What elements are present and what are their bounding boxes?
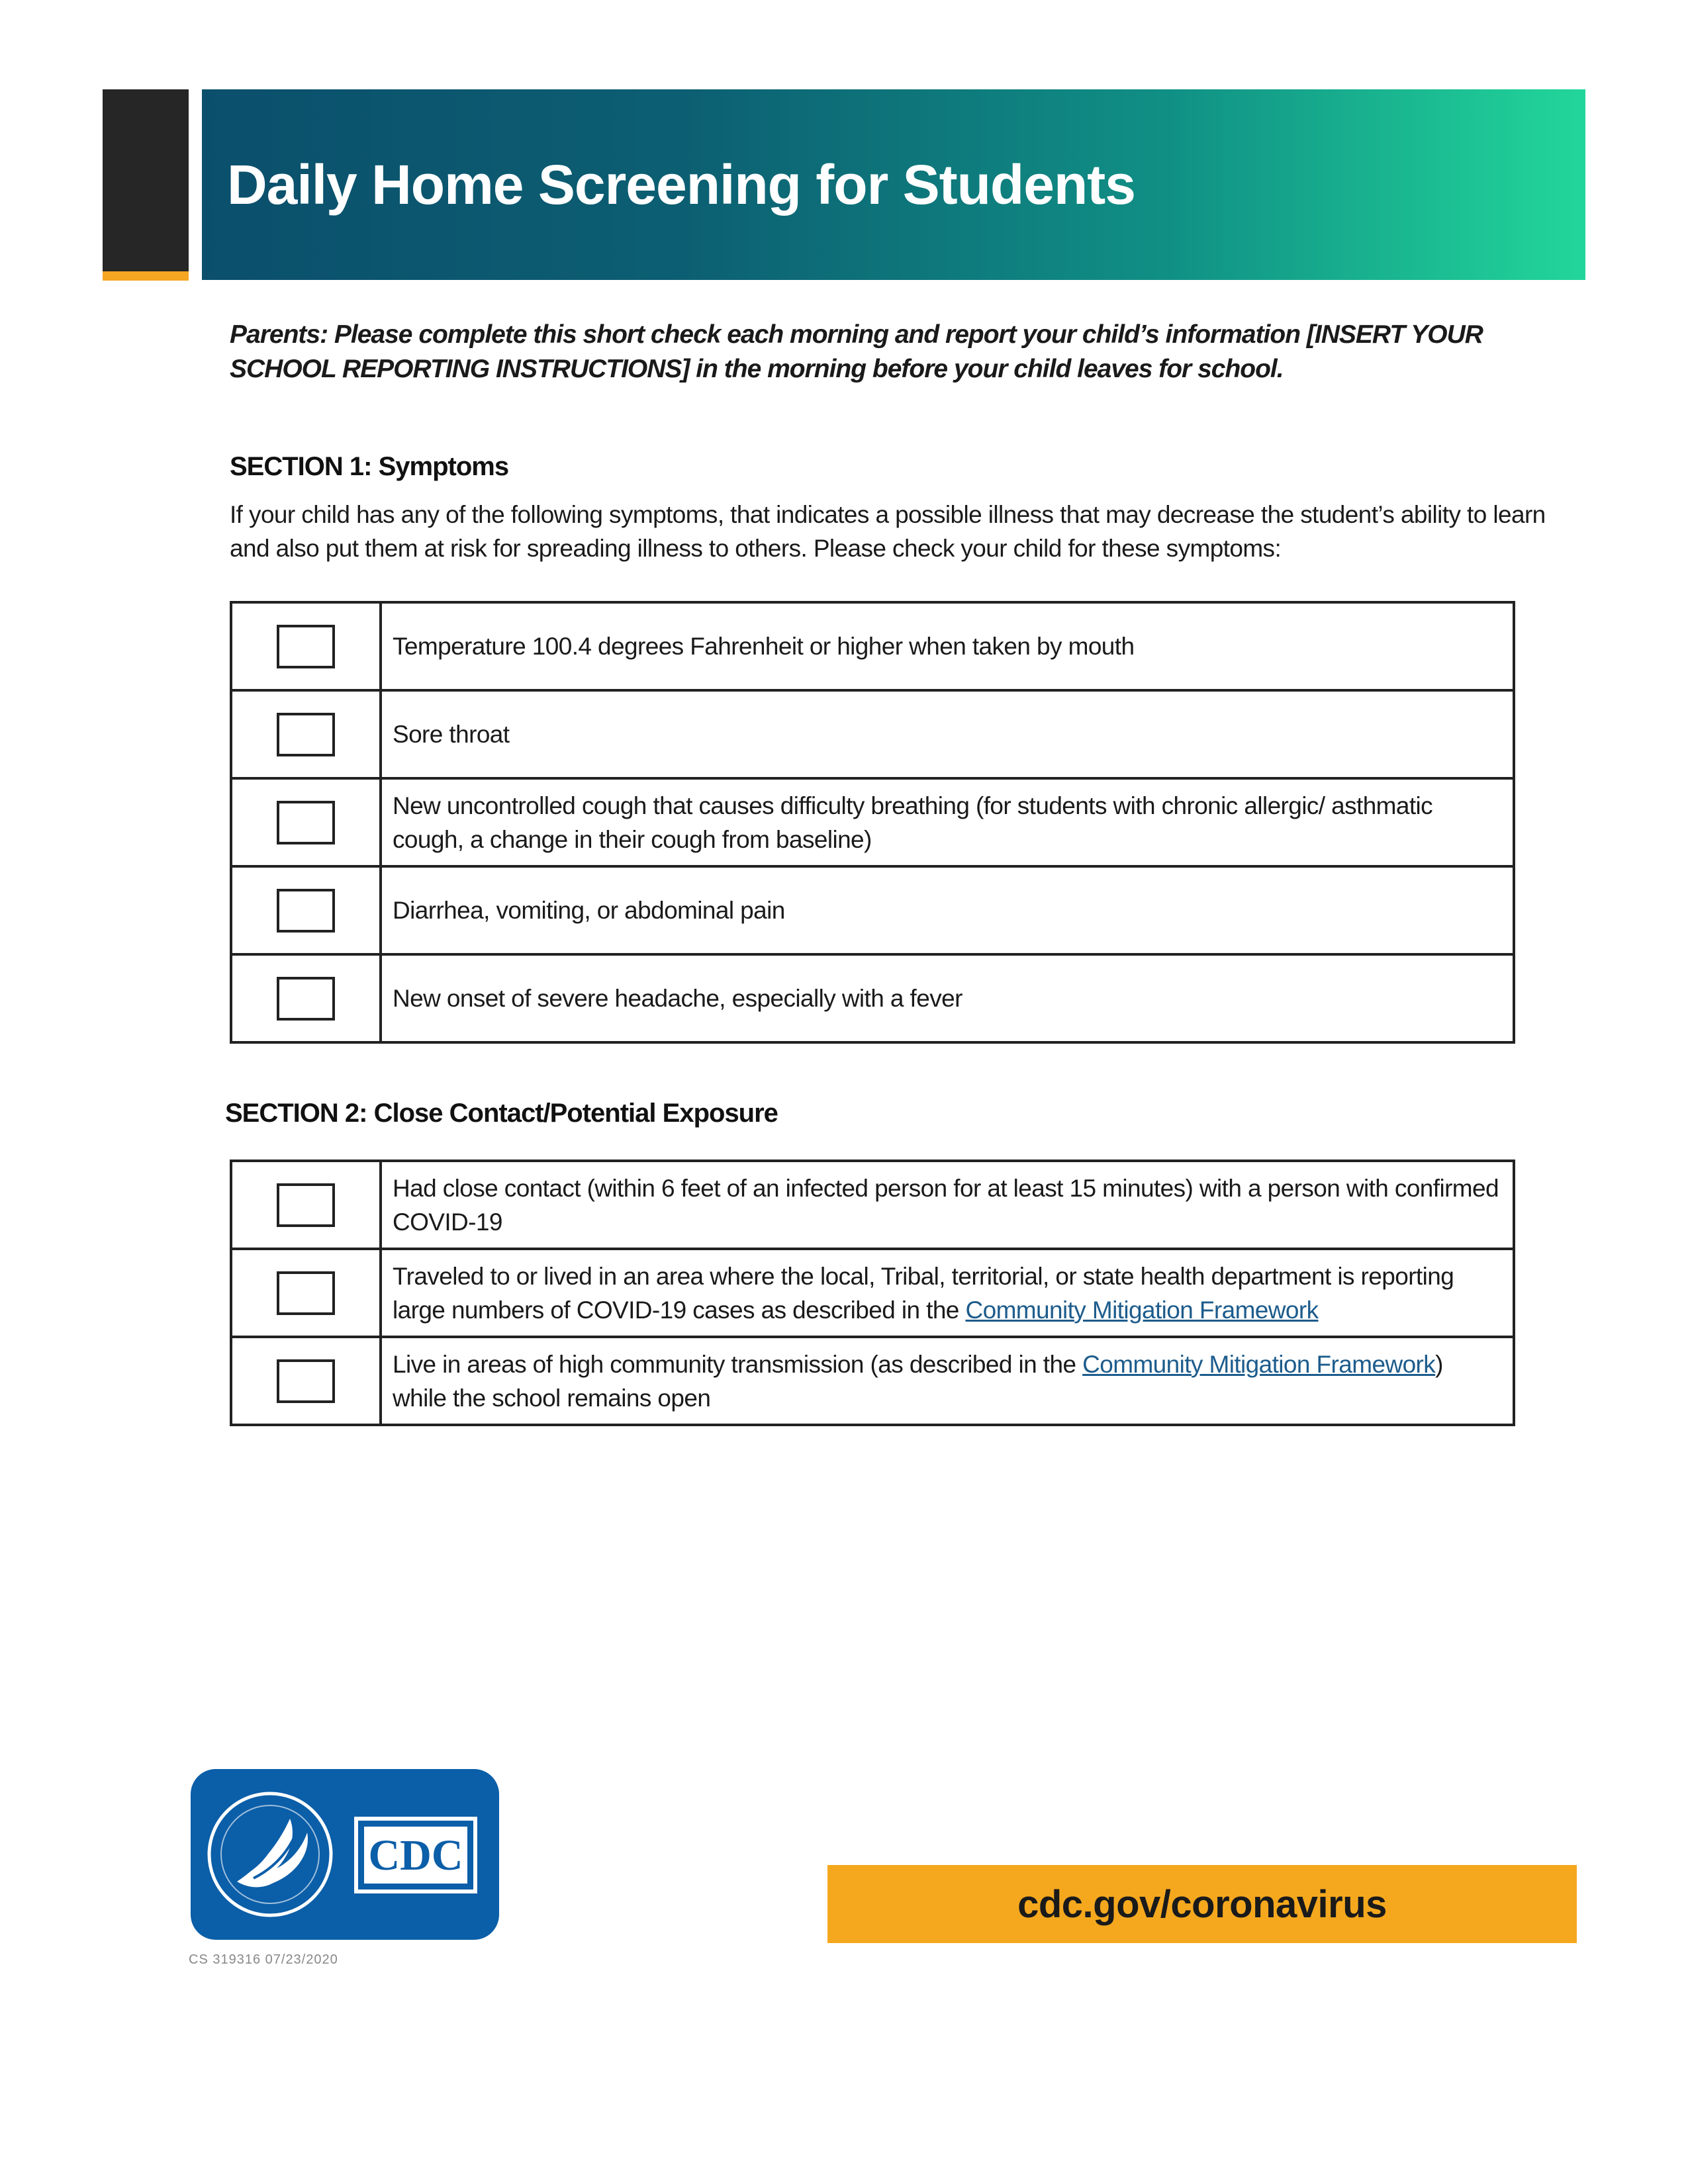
symptom-row — [231, 866, 1514, 954]
hhs-eagle-icon — [191, 1769, 499, 1940]
exposure-label — [381, 1249, 1514, 1337]
page-title: Daily Home Screening for Students — [227, 153, 1135, 216]
header-banner — [202, 89, 1585, 280]
cdc-logo-text: CDC — [368, 1831, 463, 1880]
symptom-checkbox[interactable] — [277, 889, 335, 933]
symptom-label: New uncontrolled cough that causes difficulty breathing (for students with chronic allergic/ asthmatic cough, a change in their cough from baseline) — [381, 778, 1514, 866]
exposure-row — [231, 1161, 1514, 1249]
exposure-label-text: Traveled to or lived in an area where the local, Tribal, territorial, or state health department is reporting large numbers of COVID-19 cases as described in the — [393, 1262, 1454, 1324]
section2-heading: SECTION 2: Close Contact/Potential Exposure — [225, 1099, 778, 1128]
symptom-checkbox[interactable] — [277, 625, 335, 668]
symptom-row — [231, 602, 1514, 690]
parent-instructions: Parents: Please complete this short check each morning and report your child’s information [INSERT YOUR SCHOOL REPORTING INSTRUCTIONS] in the morning before your child leaves for school. — [230, 320, 1483, 383]
exposure-checkbox[interactable] — [277, 1183, 335, 1227]
symptom-label: New onset of severe headache, especially with a fever — [381, 954, 1514, 1042]
symptom-label: Temperature 100.4 degrees Fahrenheit or higher when taken by mouth — [381, 602, 1514, 690]
community-mitigation-link[interactable]: Community Mitigation Framework — [965, 1296, 1319, 1324]
symptom-label: Sore throat — [381, 690, 1514, 778]
symptom-checkbox[interactable] — [277, 713, 335, 756]
exposure-label-text: Live in areas of high community transmission (as described in the — [393, 1350, 1083, 1378]
exposure-checkbox[interactable] — [277, 1359, 335, 1403]
symptom-row — [231, 778, 1514, 866]
exposure-table — [230, 1160, 1515, 1426]
cdc-url[interactable]: cdc.gov/coronavirus — [1017, 1882, 1387, 1926]
exposure-label: Had close contact (within 6 feet of an infected person for at least 15 minutes) with a person with confirmed COVID-19 — [381, 1161, 1514, 1249]
header-side-bar — [103, 89, 189, 278]
symptoms-table — [230, 601, 1515, 1044]
hhs-cdc-logo — [191, 1769, 499, 1940]
section1-description: If your child has any of the following symptoms, that indicates a possible illness that may decrease the student’s ability to learn and also put them at risk for spreading illness to others. Please check your child for these symptoms: — [230, 501, 1546, 562]
header-side-accent — [103, 271, 189, 281]
exposure-label — [381, 1337, 1514, 1425]
exposure-row — [231, 1337, 1514, 1425]
symptom-checkbox[interactable] — [277, 801, 335, 844]
community-mitigation-link[interactable]: Community Mitigation Framework — [1082, 1350, 1436, 1378]
symptom-checkbox[interactable] — [277, 977, 335, 1021]
symptom-row — [231, 954, 1514, 1042]
document-code: CS 319316 07/23/2020 — [189, 1952, 338, 1967]
url-banner — [827, 1865, 1577, 1943]
section1-heading: SECTION 1: Symptoms — [230, 452, 509, 481]
exposure-checkbox[interactable] — [277, 1271, 335, 1315]
exposure-row — [231, 1249, 1514, 1337]
symptom-row — [231, 690, 1514, 778]
exposure-label-suffix: ) while the school remains open — [393, 1350, 1443, 1412]
symptom-label: Diarrhea, vomiting, or abdominal pain — [381, 866, 1514, 954]
